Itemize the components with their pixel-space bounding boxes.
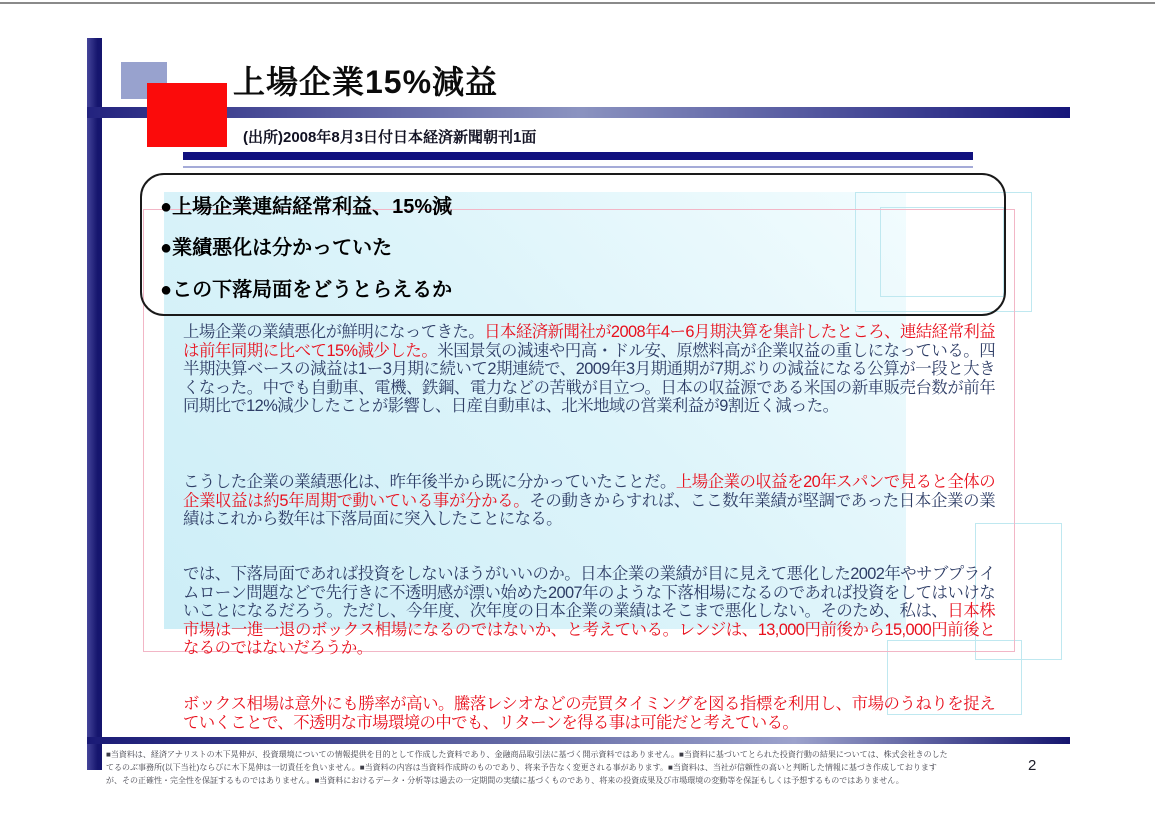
body-paragraph <box>183 473 995 529</box>
left-vertical-bar <box>87 38 102 770</box>
footer-disclaimer-line: てるのぶ事務所(以下当社)ならびに木下晃伸は一切責任を負いません。■当資料の内容は当資料作成時のものであり、将来予告なく変更される事があります。■当資料は、当社が信頼性の高いと判断した情報に基づき作成しております <box>106 763 937 772</box>
page-title: 上場企業15%減益 <box>233 64 499 100</box>
paragraph-segment: その動きからすれば、ここ数年業績が堅調であった日本企業の業績はこれから数年は下落局面に突入したことになる。 <box>183 491 995 528</box>
bullet-item: ●業績悪化は分かっていた <box>160 237 393 259</box>
body-paragraph <box>183 565 995 658</box>
title-underline-bar <box>87 107 1070 118</box>
footer-disclaimer-line: が、その正確性・完全性を保証するものではありません。■当資料におけるデータ・分析等は過去の一定期間の実績に基づくものであり、将来の投資成果及び市場環境の変動等を保証もしくは予想するものではありません。 <box>106 776 904 785</box>
paragraph-segment: 日本株市場は一進一退のボックス相場になるのではないか、と考えている。レンジは、13,000円前後から15,000円前後となるのではないだろうか。 <box>183 602 995 657</box>
paragraph-segment: 米国景気の減速や円高・ドル安、原燃料高が企業収益の重しになっている。四半期決算ベースの減益は1ー3月期に続いて2期連続で、2009年3月期通期が7期ぶりの減益になる公算が一段と大きくなった。中でも自動車、電機、鉄鋼、電力などの苦戦が目立つ。日本の収益源である米国の新車販売台数が前年同期比で12%減少したことが影響し、日産自動車は、北米地域の営業利益が9割近く減った。 <box>183 341 995 415</box>
body-paragraph <box>183 695 995 732</box>
red-square-decoration <box>147 83 227 147</box>
paragraph-segment: では、下落局面であれば投資をしないほうがいいのか。日本企業の業績が目に見えて悪化した2002年やサブプライムローン問題などで先行きに不透明感が漂い始めた2007年のような下落相場になるのであれば投資をしてはいけないことになるだろう。ただし、今年度、次年度の日本企業の業績はそこまで悪化しない。そのため、私は、 <box>183 565 995 620</box>
bullet-item: ●この下落局面をどうとらえるか <box>160 279 453 301</box>
paragraph-segment: ボックス相場は意外にも勝率が高い。騰落レシオなどの売買タイミングを図る指標を利用し、市場のうねりを捉えていくことで、不透明な市場環境の中でも、リターンを得る事は可能だと考えている。 <box>183 695 995 732</box>
subtitle-underline-bar <box>183 152 973 160</box>
source-citation: (出所)2008年8月3日付日本経済新聞朝刊1面 <box>243 129 537 146</box>
page-number: 2 <box>1028 757 1037 774</box>
footer-divider-bar <box>87 737 1070 744</box>
window-top-border <box>0 2 1155 4</box>
footer-disclaimer-line: ■当資料は、経済アナリストの木下晃伸が、投資環境についての情報提供を目的として作成した資料であり、金融商品取引法に基づく開示資料ではありません。■当資料に基づいてとられた投資行動の結果については、株式会社きのした <box>106 750 948 759</box>
paragraph-segment: 上場企業の業績悪化が鮮明になってきた。 <box>183 323 485 341</box>
paragraph-segment: 上場企業の収益を20年スパンで見ると全体の企業収益は約5年周期で動いている事が分かる。 <box>183 473 995 510</box>
subtitle-thin-line <box>183 166 973 168</box>
body-paragraph <box>183 323 995 416</box>
paragraph-segment: こうした企業の業績悪化は、昨年後半から既に分かっていたことだ。 <box>183 473 676 491</box>
bullet-item: ●上場企業連結経常利益、15%減 <box>160 196 453 218</box>
paragraph-segment: 日本経済新聞社が2008年4ー6月期決算を集計したところ、連結経常利益は前年同期に比べて15%減少した。 <box>183 323 995 360</box>
